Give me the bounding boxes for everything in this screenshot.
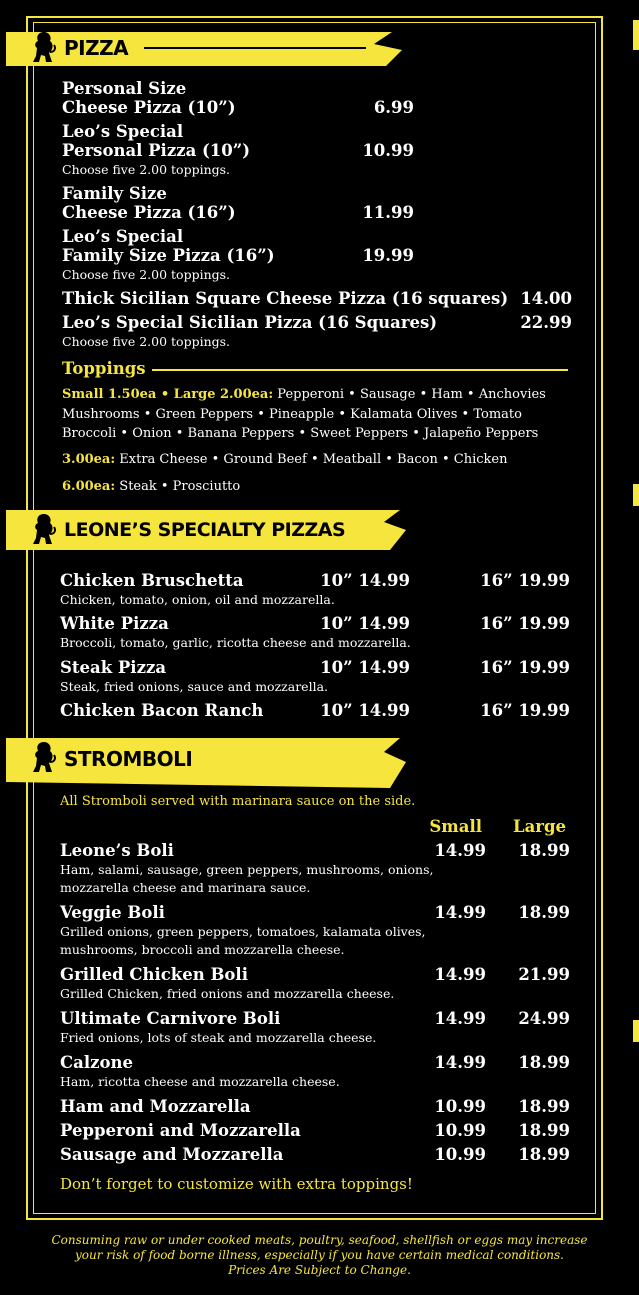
toppings-list: Steak • Prosciutto (115, 479, 241, 494)
stromboli-item-desc: Grilled Chicken, fried onions and mozzarella cheese. (60, 986, 395, 1001)
stromboli-price-small: 14.99 (434, 841, 486, 860)
specialty-price-16: 16” 19.99 (480, 701, 570, 720)
pizza-item-price: 19.99 (362, 246, 414, 265)
toppings-line-1 (62, 387, 546, 403)
pizza-item-name: Cheese Pizza (10”) (62, 98, 236, 117)
stromboli-item-name: Leone’s Boli (60, 841, 174, 860)
toppings-list: Pepperoni • Sausage • Ham • Anchovies (273, 387, 546, 402)
specialty-price-16: 16” 19.99 (480, 571, 570, 590)
stromboli-price-large: 24.99 (518, 1009, 570, 1028)
specialty-price-10: 10” 14.99 (320, 571, 410, 590)
stromboli-price-small: 14.99 (434, 1053, 486, 1072)
stromboli-item-desc: mushrooms, broccoli and mozzarella cheese. (60, 942, 345, 957)
pizza-item-desc: Choose five 2.00 toppings. (62, 334, 231, 349)
stromboli-price-small: 10.99 (434, 1145, 486, 1164)
pizza-item-name: Leo’s Special Sicilian Pizza (16 Squares) (62, 313, 438, 332)
pizza-item-name: Leo’s Special (62, 227, 184, 246)
disclaimer-line-2: your risk of food borne illness, especially if you have certain medical conditions. (74, 1248, 564, 1262)
stromboli-price-large: 21.99 (518, 965, 570, 984)
stromboli-item-name: Grilled Chicken Boli (60, 965, 248, 984)
pizza-item-price: 14.00 (520, 289, 572, 308)
stromboli-price-large: 18.99 (518, 1053, 570, 1072)
stromboli-price-large: 18.99 (518, 841, 570, 860)
specialty-item-desc: Steak, fried onions, sauce and mozzarella. (60, 679, 329, 694)
pizza-item-price: 22.99 (520, 313, 572, 332)
stromboli-price-large: 18.99 (518, 1121, 570, 1140)
specialty-price-10: 10” 14.99 (320, 701, 410, 720)
pizza-item-name: Thick Sicilian Square Cheese Pizza (16 squares) (62, 289, 509, 308)
toppings-price-label: 6.00ea: (62, 479, 116, 494)
specialty-price-16: 16” 19.99 (480, 614, 570, 633)
stromboli-price-small: 10.99 (434, 1097, 486, 1116)
specialty-item-desc: Broccoli, tomato, garlic, ricotta cheese and mozzarella. (60, 635, 411, 650)
toppings-line-4 (62, 452, 507, 468)
lion-icon (30, 740, 58, 774)
pizza-item-price: 6.99 (373, 98, 414, 117)
edge-mark (633, 484, 639, 506)
edge-mark (633, 20, 639, 50)
stromboli-item-desc: Ham, ricotta cheese and mozzarella cheese. (60, 1074, 340, 1089)
disclaimer-line-3: Prices Are Subject to Change. (228, 1263, 411, 1277)
toppings-price-label: Small 1.50ea • Large 2.00ea: (62, 387, 274, 402)
stromboli-price-small: 14.99 (434, 903, 486, 922)
pizza-item-name: Family Size (62, 184, 167, 203)
pizza-item-name: Personal Size (62, 79, 187, 98)
stromboli-item-name: Ham and Mozzarella (60, 1097, 251, 1116)
toppings-list: Extra Cheese • Ground Beef • Meatball • Bacon • Chicken (115, 452, 508, 467)
toppings-heading: Toppings (62, 359, 146, 378)
toppings-line-3: Broccoli • Onion • Banana Peppers • Sweet Peppers • Jalapeño Peppers (62, 426, 539, 441)
pizza-item-name: Personal Pizza (10”) (62, 141, 251, 160)
column-header-small: Small (429, 817, 482, 836)
stromboli-item-desc: mozzarella cheese and marinara sauce. (60, 880, 311, 895)
pizza-item-name: Cheese Pizza (16”) (62, 203, 236, 222)
pizza-item-desc: Choose five 2.00 toppings. (62, 267, 231, 282)
stromboli-price-small: 14.99 (434, 1009, 486, 1028)
section-title-pizza: PIZZA (64, 36, 129, 60)
stromboli-item-desc: Grilled onions, green peppers, tomatoes, kalamata olives, (60, 924, 426, 939)
stromboli-price-large: 18.99 (518, 1145, 570, 1164)
toppings-line-5 (62, 479, 240, 495)
pizza-item-name: Leo’s Special (62, 122, 184, 141)
edge-mark (633, 1020, 639, 1042)
stromboli-price-small: 10.99 (434, 1121, 486, 1140)
section-title-stromboli: STROMBOLI (64, 747, 193, 771)
stromboli-price-large: 18.99 (518, 1097, 570, 1116)
stromboli-item-name: Pepperoni and Mozzarella (60, 1121, 301, 1140)
specialty-item-name: Steak Pizza (60, 658, 167, 677)
specialty-price-16: 16” 19.99 (480, 658, 570, 677)
stromboli-intro: All Stromboli served with marinara sauce on the side. (60, 794, 416, 809)
specialty-item-name: White Pizza (60, 614, 169, 633)
toppings-rule (152, 369, 568, 371)
pizza-item-price: 11.99 (362, 203, 414, 222)
stromboli-item-desc: Ham, salami, sausage, green peppers, mushrooms, onions, (60, 862, 434, 877)
stromboli-item-desc: Fried onions, lots of steak and mozzarella cheese. (60, 1030, 377, 1045)
specialty-price-10: 10” 14.99 (320, 658, 410, 677)
stromboli-price-small: 14.99 (434, 965, 486, 984)
disclaimer-line-1: Consuming raw or under cooked meats, poultry, seafood, shellfish or eggs may increase (51, 1233, 588, 1247)
toppings-line-2: Mushrooms • Green Peppers • Pineapple • Kalamata Olives • Tomato (62, 407, 522, 422)
lion-icon (30, 30, 58, 64)
stromboli-footer: Don’t forget to customize with extra toppings! (60, 1175, 413, 1193)
specialty-item-name: Chicken Bacon Ranch (60, 701, 264, 720)
section-title-specialty: LEONE’S SPECIALTY PIZZAS (64, 519, 346, 541)
stromboli-item-name: Sausage and Mozzarella (60, 1145, 284, 1164)
stromboli-item-name: Veggie Boli (60, 903, 165, 922)
specialty-banner (4, 506, 408, 554)
specialty-item-name: Chicken Bruschetta (60, 571, 244, 590)
pizza-item-name: Family Size Pizza (16”) (62, 246, 275, 265)
pizza-item-desc: Choose five 2.00 toppings. (62, 162, 231, 177)
toppings-price-label: 3.00ea: (62, 452, 116, 467)
stromboli-price-large: 18.99 (518, 903, 570, 922)
pizza-item-price: 10.99 (362, 141, 414, 160)
column-header-large: Large (512, 817, 566, 836)
stromboli-item-name: Ultimate Carnivore Boli (60, 1009, 281, 1028)
pizza-banner (4, 26, 404, 70)
specialty-item-desc: Chicken, tomato, onion, oil and mozzarella. (60, 592, 335, 607)
stromboli-item-name: Calzone (60, 1053, 133, 1072)
stromboli-banner (4, 734, 408, 792)
specialty-price-10: 10” 14.99 (320, 614, 410, 633)
lion-icon (30, 512, 58, 546)
